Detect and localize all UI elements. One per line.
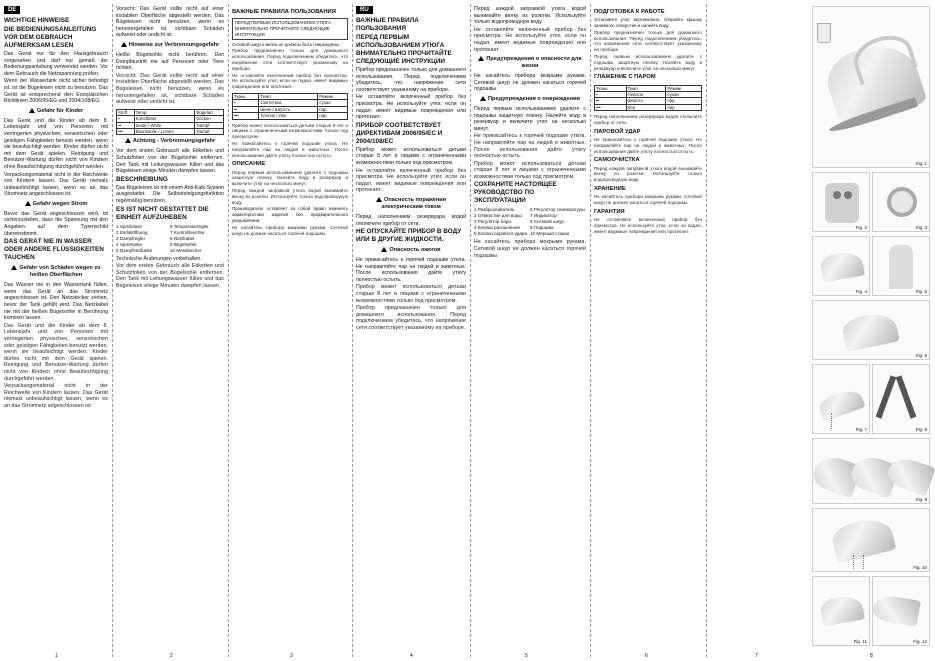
paragraph: Das Gerät und die Kinder ab dem 8. Lebensjahr und von Personen mit verringerten physischen, sensorischen oder geistigen Fähigkeiten benutzt werden, wenn sie beaufsichtigt werden. Kinder dürfen nicht mit dem Gerät spielen. Reinigung und Benutzer-Wartung dürfen nicht von Kindern ohne Beaufsichtigung durchgeführt werden. (4, 117, 108, 170)
notice-box: ПЕРЕД ПЕРВЫМ ИСПОЛЬЗОВАНИЕМ УТЮГА ВНИМАТЕЛЬНО ПРОЧИТАЙТЕ СЛЕДУЮЩИЕ ИНСТРУКЦИИ (232, 18, 348, 39)
paragraph: Прибор предназначен только для домашнего использования. Перед подключением убедитесь, что напряжение сети соответствует указанному на приборе. (356, 305, 466, 332)
column-ru-2 (474, 6, 586, 651)
paragraph: Перед каждой заправкой утюга водой вынимайте вилку из розетки. Используйте только водопроводную воду. (232, 187, 348, 205)
section-heading: WICHTIGE HINWEISE (4, 17, 70, 24)
warning-heading: Gefahr für Kinder (36, 107, 84, 114)
paragraph: Das Wasser nie in den Wassertank füllen, wenn das Gerät an das Stromnetz angeschlossen ist. Den Netzstecker ziehen, bevor der Tank gefüllt wird. Das Netzkabel nie mit der heißen Bügelsohle in Berührung kommen lassen. (4, 282, 108, 322)
table-row: ••• Baumwolle / Leinen Dampf (117, 128, 224, 134)
table-row: • Kunstfaser trocken (117, 116, 224, 122)
warning-heading: Опасность поражения электрическим током (381, 196, 446, 210)
table-row: • Нейлон сухая (595, 91, 702, 97)
paragraph: Vorsicht: Das Gerät sollte nicht auf einer instabilen Oberfläche abgestellt werden. Das Bügeleisen nicht benutzen, wenn es heruntergefallen ist, sichtbare Schäden aufweist oder undicht ist. (116, 72, 224, 106)
parts-list: 1 Разбрызгиватель 6 Регулятор температуры 2 Отверстие для воды 7 Индикатор 3 Регулятор пара 8 Сетевой шнур 4 Кнопка распыления 9 Подошва 5 Кнопка парового удара 10 Мерный стакан (474, 207, 585, 237)
paragraph: Прибор предназначен только для домашнего использования. Перед подключением убедитесь, что напряжение сети соответствует указанному на приборе. (232, 48, 348, 71)
section-heading: ОПИСАНИЕ (232, 161, 266, 168)
paragraph: Не оставляйте включенный прибор без присмотра. Не используйте утюг, если он падал, имеет видимые повреждения или протекает. (232, 72, 348, 90)
figure-11: Fig. 11 (812, 576, 870, 646)
paragraph: Не касайтесь прибора мокрыми руками. Сетевой шнур не должен касаться горячей подошвы. (232, 224, 348, 236)
page-number: 5 (525, 653, 528, 659)
paragraph: Das Bügeleisen ist mit einem Anti-Kalk-System ausgestattet. Die Selbstreinigungsfunktion regelmäßig benutzen. (116, 184, 224, 204)
paragraph: Vor dem ersten Gebrauch alle Etiketten und Schutzfolien von der Bügelsohle entfernen. Den Tank mit Leitungswasser füllen und das Bügeleisen einige Minuten dampfen lassen. (116, 263, 224, 289)
table-row: •• Seide / Wolle Dampf (117, 122, 224, 128)
section-heading: ГАРАНТИЯ (594, 208, 625, 215)
paragraph: Прибор может использоваться детьми старше 8 лет и лицами с ограниченными возможностями только под присмотром. (232, 122, 348, 140)
paragraph: Не касайтесь прибора мокрыми руками. Сетевой шнур не должен касаться горячей подошвы. (594, 194, 702, 205)
section-heading: ВАЖНЫЕ ПРАВИЛА ПОЛЬЗОВАНИЯ (232, 9, 336, 15)
warning-icon (25, 201, 31, 206)
paragraph: Перед каждой заправкой утюга водой вынимайте вилку из розетки. Используйте только водопроводную воду. (594, 165, 702, 183)
warning-icon (478, 56, 484, 61)
paragraph: Wenn der Wassertank nicht sicher befestigt ist, ist die Bügeleisen nicht zu benutzen. Das Gerät ist entsprechend den Europäischen Richtlinien 2006/95/EG und 2004/108/EG. (4, 78, 108, 105)
section-heading: BESCHREIBUNG (116, 175, 168, 183)
note: Technische Änderungen vorbehalten. (116, 255, 202, 262)
paragraph: Перед каждой заправкой утюга водой вынимайте вилку из розетки. Используйте только водопроводную воду. (474, 6, 586, 26)
table-row: •• Шелк / Шерсть пар (233, 106, 348, 112)
page-number: 4 (410, 653, 413, 659)
paragraph: Verpackungsmaterial nicht in der Reichweite von Kindern lassen. Das Gerät niemals unbeaufsichtigt lassen, wenn es an das Stromnetz angeschlossen ist. (4, 383, 108, 409)
page-number: 2 (170, 653, 173, 659)
paragraph: Прибор может использоваться детьми старше 8 лет и лицами с ограниченными возможностями только под присмотром. (356, 284, 466, 304)
figure-4: Fig. 4 (812, 236, 870, 296)
paragraph: Verpackungsmaterial nicht in der Reichweite von Kindern lassen. Das Gerät niemals unbeaufsichtigt lassen, wenn es an das Stromnetz angeschlossen ist. (4, 171, 108, 198)
section-heading: СОХРАНИТЕ НАСТОЯЩЕЕ РУКОВОДСТВО ПО ЭКСПЛУАТАЦИИ (474, 181, 557, 205)
paragraph: Bevor das Gerät angeschlossen wird, ist sicherzustellen, dass die Spannung mit den Angaben auf dem Typenschild übereinstimmt. (4, 210, 108, 237)
section-heading: НЕ ОПУСКАЙТЕ ПРИБОР В ВОДУ ИЛИ В ДРУГИЕ ЖИДКОСТИ. (356, 228, 462, 244)
paragraph: Не касайтесь прибора мокрыми руками. Сетевой шнур не должен касаться горячей подошвы. (474, 239, 586, 259)
section-heading: DIE BEDIENUNGSANLEITUNG VOR DEM GEBRAUCH AUFMERKSAM LESEN (4, 26, 97, 49)
paragraph: Не прикасайтесь к горячей подошве утюга. Не направляйте пар на людей и животных. После использования дайте утюгу полностью остыть. (474, 133, 586, 160)
figure-8: Fig. 8 (872, 364, 930, 434)
page-number: 3 (290, 653, 293, 659)
warning-heading: Gefahr von Schäden wegen zu heißen Oberflächen (19, 265, 101, 279)
paragraph: Прибор может использоваться детьми старше 8 лет и лицами с ограниченными возможностями только под присмотром. (356, 146, 466, 166)
figure-1: Fig. 1 (812, 6, 930, 168)
figure-9: Fig. 9 (812, 438, 930, 504)
warning-icon (381, 247, 387, 252)
figure-7: Fig. 7 (812, 364, 870, 434)
section-heading: ПОДГОТОВКА К РАБОТЕ (594, 9, 665, 15)
measuring-cup-illustration (817, 23, 831, 43)
figure-2: Fig. 2 (812, 172, 870, 232)
column-3 (232, 6, 348, 651)
column-de-2 (116, 6, 224, 651)
warning-icon (480, 96, 486, 101)
table-header: Stoff (117, 109, 135, 115)
paragraph: Не оставляйте включенный прибор без присмотра. Не используйте утюг, если он падал, имеет видимые повреждения или протекает. (356, 167, 466, 194)
paragraph: Прибор предназначен только для домашнего использования. Перед подключением убедитесь, что напряжение сети соответствует указанному на приборе. (356, 67, 466, 93)
table-row: • Синтетика сухая (233, 100, 348, 106)
warning-heading: Предупреждения о опасности для жизни (486, 56, 582, 70)
warning-icon (11, 265, 17, 270)
paragraph: Не прикасайтесь к горячей подошве утюга. Не направляйте пар на людей и животных. После использования дайте утюгу полностью остыть. (594, 137, 702, 154)
paragraph: Перед наполнением резервуара водой отключите прибор от сети. (594, 114, 702, 125)
warning-icon (376, 197, 382, 202)
paragraph: Не прикасайтесь к горячей подошве утюга. Не направляйте пар на людей и животных. После использования дайте утюгу полностью остыть. (356, 257, 466, 283)
paragraph: Vor dem ersten Gebrauch alle Etiketten und Schutzfolien von der Bügelsohle entfernen. Den Tank mit Leitungswasser füllen und das Bügeleisen einige Minuten dampfen lassen. (116, 148, 224, 175)
column-ru-3 (594, 6, 702, 651)
language-badge-de: DE (4, 6, 20, 14)
warning-heading: Gefahr wegen Strom (32, 200, 88, 207)
paragraph: Не касайтесь прибора мокрыми руками. Сетевой шнур не должен касаться горячей подошвы. (474, 73, 586, 93)
paragraph: Прибор может использоваться детьми старше 8 лет и лицами с ограниченными возможностями только под присмотром. (474, 160, 586, 180)
paragraph: Не оставляйте включенный прибор без присмотра. Не используйте утюг, если он падал, имеет видимые повреждения или протекает. (356, 94, 466, 121)
column-ru-1 (356, 6, 466, 651)
paragraph: Перед первым использованием удалите с подошвы защитную пленку. Налейте воду в резервуар и включите утюг на несколько минут. (474, 105, 586, 132)
paragraph: Перед наполнением резервуара водой отключите прибор от сети. (356, 213, 466, 227)
table-row: ••• Лен пар (595, 104, 702, 110)
warning-heading: Achtung - Verbrennungsgefahr (132, 138, 216, 145)
section-heading: ГЛАЖЕНИЕ С ПАРОМ (594, 74, 656, 81)
paragraph: Vorsicht: Das Gerät sollte nicht auf einer instabilen Oberfläche abgestellt werden. Das Bügeleisen nicht benutzen, wenn es heruntergefallen ist, sichtbare Schäden aufweist oder undicht ist. (116, 6, 224, 39)
ironing-table: Ткань Темп. Режим • Нейлон сухая •• Шерсть пар ••• Лен пар (594, 85, 702, 112)
section-heading: САМООЧИСТКА (594, 157, 640, 164)
section-heading: ES IST NICHT GESTATTET DIE EINHEIT AUFZUHEBEN (116, 205, 209, 221)
figure-12: Fig. 12 (872, 576, 930, 646)
warning-icon (125, 138, 131, 143)
warning-heading: Hinweise zur Verbrennungsgefahr (128, 41, 220, 48)
section-heading: DAS GERÄT NIE IN WASSER ODER ANDERE FLÜSSIGKEITEN TAUCHEN (4, 238, 104, 262)
paragraph: Das Gerät nur für den Hausgebrauch vorgesehen und darf nur gemäß der Bedienungsanleitung verwendet werden. Vor dem Gebrauch die Netzspannung prüfen. (4, 51, 108, 77)
column-de-1 (4, 6, 108, 651)
warning-icon (29, 108, 35, 113)
page-number: 6 (645, 653, 648, 659)
figure-3: Fig. 3 (872, 172, 930, 232)
paragraph: Перед первым использованием удалите с подошвы защитную пленку. Налейте воду в резервуар и включите утюг на несколько минут. (232, 169, 348, 187)
page-number: 7 (755, 653, 758, 659)
section-heading: ХРАНЕНИЕ (594, 185, 626, 192)
warning-heading: Опасность ожогов (389, 247, 441, 254)
paragraph: Не прикасайтесь к горячей подошве утюга. Не направляйте пар на людей и животных. После использования дайте утюгу полностью остыть. (232, 140, 348, 158)
page-number: 8 (870, 653, 873, 659)
table-row: ••• Хлопок / Лен пар (233, 113, 348, 119)
figure-5: Fig. 5 (872, 236, 930, 296)
paragraph: Прибор предназначен только для домашнего использования. Перед подключением убедитесь, что напряжение сети соответствует указанному на приборе. (594, 29, 702, 53)
warning-heading: Предупреждения о повреждении (488, 95, 580, 102)
figure-10: Fig. 10 (812, 508, 930, 572)
paragraph: Heiße Bügelsohle nicht berühren. Den Dampfaustritt nie auf Personen oder Tiere richten. (116, 51, 224, 72)
figure-6: Fig. 6 (812, 300, 930, 360)
ironing-table: Ткань Темп. Режим • Синтетика сухая •• Шелк / Шерсть пар ••• Хлопок / Лен пар (232, 93, 348, 120)
ironing-table: Stoff Temp. Bügelart • Kunstfaser trocken •• Seide / Wolle Dampf ••• Baumwolle / Leinen Dampf (116, 109, 224, 136)
section-heading: ПРИБОР СООТВЕТСТВУЕТ ДИРЕКТИВАМ 2006/95/EC И 2004/108/EC (356, 121, 443, 145)
warning-icon (121, 42, 127, 47)
section-heading: ПЕРЕД ПЕРВЫМ ИСПОЛЬЗОВАНИЕМ УТЮГА ВНИМАТЕЛЬНО ПРОЧИТАЙТЕ СЛЕДУЮЩИЕ ИНСТРУКЦИИ (356, 34, 452, 65)
note: Производитель оставляет за собой право изменять характеристики изделия без предварительного уведомления. (232, 206, 348, 223)
paragraph: Сетевой шнур и вилка не должны быть повреждены. (232, 41, 340, 47)
parts-list: 1 Sprühdüse 6 Temperaturregler 2 Einfüllöffnung 7 Kontrollleuchte 3 Dampfregler 8 Netzkabel 4 Sprühtaste 9 Bügelsohle 5 Dampfstoßtaste 10 Messbecher (116, 223, 209, 253)
language-badge-ru: RU (356, 6, 373, 14)
section-heading: ВАЖНЫЕ ПРАВИЛА ПОЛЬЗОВАНИЯ (356, 17, 419, 32)
paragraph: Das Gerät und die Kinder ab dem 8. Lebensjahr und von Personen mit verringerten physischen, sensorischen oder geistigen Fähigkeiten benutzt werden, wenn sie beaufsichtigt werden. Kinder dürfen nicht mit dem Gerät spielen. Reinigung und Benutzer-Wartung dürfen nicht von Kindern ohne Beaufsichtigung durchgeführt werden. (4, 322, 108, 382)
paragraph: Установите утюг вертикально. Откройте крышку заливного отверстия и налейте воду. (594, 17, 702, 28)
section-heading: ПАРОВОЙ УДАР (594, 128, 641, 135)
page-number: 1 (55, 653, 58, 659)
paragraph: Не оставляйте включенный прибор без присмотра. Не используйте утюг, если он падал, имеет видимые повреждения или протекает. (594, 216, 702, 234)
paragraph: Не оставляйте включенный прибор без присмотра. Не используйте утюг, если он падал, имеет видимые повреждения или протекает. (474, 26, 586, 53)
paragraph: Перед первым использованием удалите с подошвы защитную пленку. Налейте воду в резервуар и включите утюг на несколько минут. (594, 53, 702, 71)
table-row: •• Шерсть пар (595, 98, 702, 104)
